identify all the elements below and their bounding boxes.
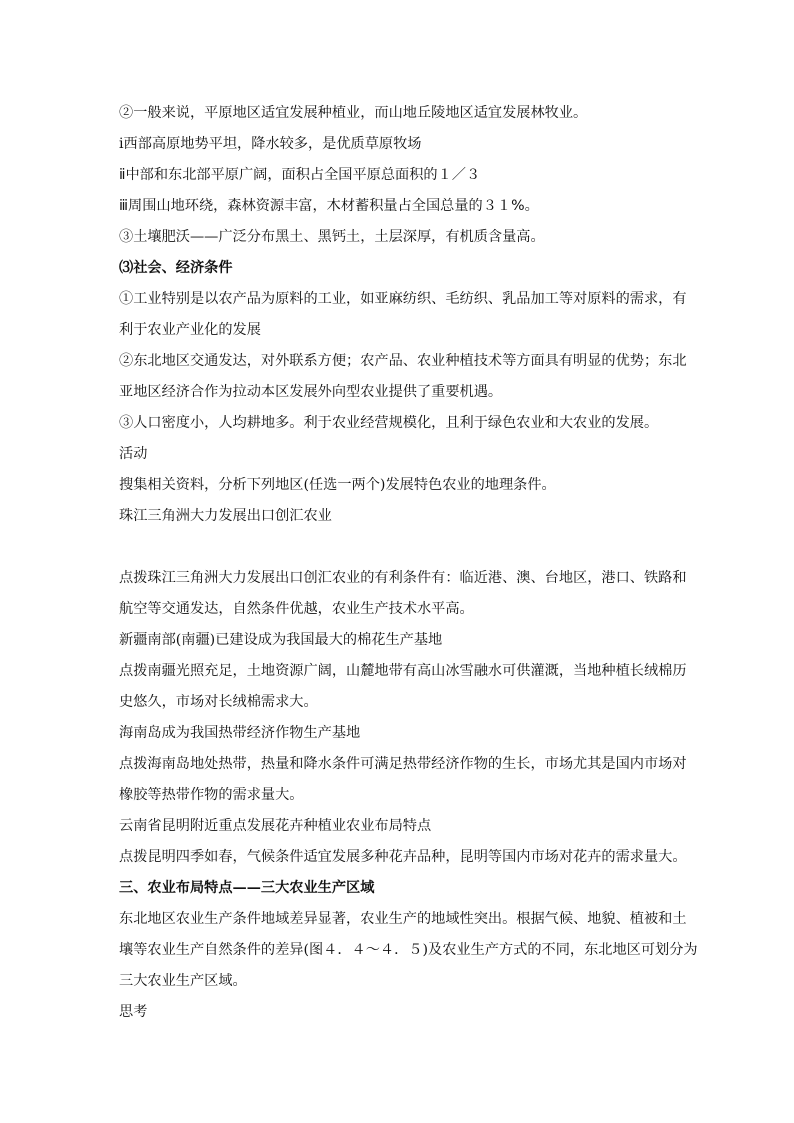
text-line-22: 橡胶等热带作物的需求量大。	[119, 787, 304, 803]
text-line-24: 点拨昆明四季如春，气候条件适宜发展多种花卉品种，昆明等国内市场对花卉的需求量大。	[119, 849, 687, 865]
text-line-8: 利于农业产业化的发展	[119, 322, 261, 338]
text-line-11: ③人口密度小，人均耕地多。利于农业经营规模化，且利于绿色农业和大农业的发展。	[119, 415, 659, 431]
text-line-19: 史悠久，市场对长绒棉需求大。	[119, 694, 318, 710]
text-line-5: ③土壤肥沃——广泛分布黑土、黑钙土，土层深厚，有机质含量高。	[119, 229, 545, 245]
text-line-20: 海南岛成为我国热带经济作物生产基地	[119, 725, 361, 741]
text-line-28: 三大农业生产区域。	[119, 973, 247, 989]
text-line-21: 点拨海南岛地处热带，热量和降水条件可满足热带经济作物的生长，市场尤其是国内市场对	[119, 756, 687, 772]
text-line-26: 东北地区农业生产条件地域差异显著，农业生产的地域性突出。根据气候、地貌、植被和土	[119, 911, 687, 927]
activity-label: 活动	[119, 446, 148, 462]
think-label: 思考	[119, 1004, 148, 1020]
text-line-3: ⅱ中部和东北部平原广阔，面积占全国平原总面积的１／３	[119, 167, 481, 183]
text-line-16: 航空等交通发达，自然条件优越，农业生产技术水平高。	[119, 601, 474, 617]
text-line-10: 亚地区经济合作为拉动本区发展外向型农业提供了重要机遇。	[119, 384, 503, 400]
text-line-7: ①工业特别是以农产品为原料的工业，如亚麻纺织、毛纺织、乳品加工等对原料的需求，有	[119, 291, 687, 307]
section-heading-agriculture-layout: 三、农业布局特点——三大农业生产区域	[119, 880, 375, 896]
text-line-17: 新疆南部(南疆)已建设成为我国最大的棉花生产基地	[119, 632, 443, 648]
text-line-15: 点拨珠江三角洲大力发展出口创汇农业的有利条件有：临近港、澳、台地区，港口、铁路和	[119, 570, 687, 586]
text-line-13: 搜集相关资料，分析下列地区(任选一两个)发展特色农业的地理条件。	[119, 477, 556, 493]
text-line-14: 珠江三角洲大力发展出口创汇农业	[119, 508, 332, 524]
text-line-9: ②东北地区交通发达，对外联系方便；农产品、农业种植技术等方面具有明显的优势；东北	[119, 353, 687, 369]
text-line-18: 点拨南疆光照充足，土地资源广阔，山麓地带有高山冰雪融水可供灌溉，当地种植长绒棉历	[119, 663, 687, 679]
text-line-1: ②一般来说，平原地区适宜发展种植业，而山地丘陵地区适宜发展林牧业。	[119, 105, 588, 121]
text-line-23: 云南省昆明附近重点发展花卉种植业农业布局特点	[119, 818, 432, 834]
section-heading-social-economic: ⑶社会、经济条件	[119, 260, 233, 276]
text-line-27: 壤等农业生产自然条件的差异(图４．４～４．５)及农业生产方式的不同，东北地区可划分为	[119, 942, 698, 958]
text-line-4: ⅲ周围山地环绕，森林资源丰富，木材蓄积量占全国总量的３１%。	[119, 198, 539, 214]
text-line-2: ⅰ西部高原地势平坦，降水较多，是优质草原牧场	[119, 136, 422, 152]
